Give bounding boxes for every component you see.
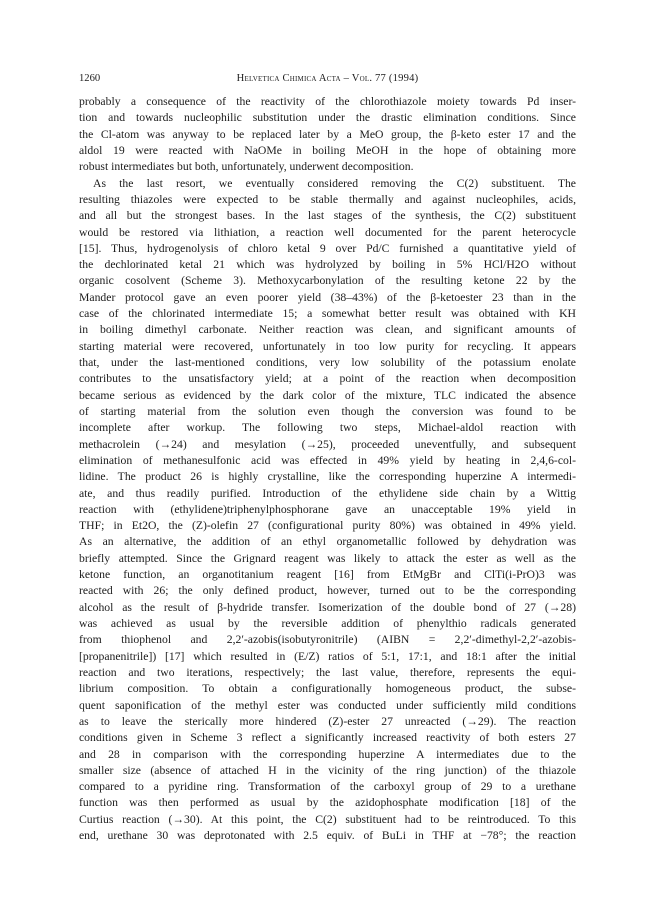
text-line: incomplete after workup. The following two steps, Michael-aldol reaction with bbox=[79, 421, 576, 435]
text-line: the dechlorinated ketal 21 which was hydrolyzed by boiling in 5% HCl/H2O without bbox=[79, 258, 576, 272]
text-line: and 28 in comparison with the corresponding huperzine A intermediates due to the bbox=[79, 747, 576, 761]
text-line: As the last resort, we eventually considered removing the C(2) substituent. The bbox=[93, 176, 576, 190]
text-line: starting material were recovered, unfortunately in too low purity for recycling. It appears bbox=[79, 339, 576, 353]
text-line: the Cl-atom was anyway to be replaced later by a MeO group, the β-keto ester 17 and the bbox=[79, 127, 576, 141]
text-line: lidine. The product 26 is highly crystalline, like the corresponding huperzine A intermedi- bbox=[79, 470, 576, 484]
text-line: probably a consequence of the reactivity of the chlorothiazole moiety towards Pd inser- bbox=[79, 95, 576, 108]
text-line: of starting material from the solution even though the conversion was found to be bbox=[79, 404, 576, 418]
text-line: elimination of methanesulfonic acid was effected in 49% yield by heating in 2,4,6-col- bbox=[79, 453, 576, 467]
text-line: end, urethane 30 was deprotonated with 2.5 equiv. of BuLi in THF at −78°; the reaction bbox=[79, 829, 576, 843]
text-line: alcohol as the result of β-hydride transfer. Isomerization of the double bond of 27 (→28) bbox=[79, 600, 576, 614]
text-line: case of the chlorinated intermediate 15; a somewhat better result was obtained with KH bbox=[79, 307, 576, 321]
text-line: as to leave the sterically more hindered (Z)-ester 27 unreacted (→29). The reaction bbox=[79, 714, 576, 728]
text-line: ate, and thus readily purified. Introduction of the ethylidene side chain by a Wittig bbox=[79, 486, 576, 500]
text-line: became serious as evidenced by the dark color of the mixture, TLC indicated the absence bbox=[79, 388, 576, 402]
page-number: 1260 bbox=[79, 73, 101, 84]
text-line: THF; in Et2O, the (Z)-olefin 27 (configurational purity 80%) was obtained in 49% yield. bbox=[79, 519, 576, 533]
text-line: contributes to the unsatisfactory yield; at a point of the reaction when decomposition bbox=[79, 372, 576, 386]
text-line: would be restored via lithiation, a reaction well documented for the parent heterocycle bbox=[79, 225, 576, 239]
text-line: in boiling dimethyl carbonate. Neither reaction was clean, and significant amounts of bbox=[79, 323, 576, 337]
text-line: reaction with (ethylidene)triphenylphosphorane gave an unacceptable 19% yield in bbox=[79, 502, 576, 516]
text-line: that, under the last-mentioned conditions, very low solubility of the potassium enolate bbox=[79, 356, 576, 369]
text-line: was achieved as usual by the reversible addition of phenylthio radicals generated bbox=[79, 617, 576, 630]
text-line: quent saponification of the methyl ester was conducted under sufficiently mild conditions bbox=[79, 698, 576, 712]
text-line: function was then performed as usual by the azidophosphate modification [18] of the bbox=[79, 796, 576, 810]
text-line: ketone function, an organotitanium reagent [16] from EtMgBr and ClTi(i-PrO)3 was bbox=[79, 568, 576, 582]
text-line: and all but the strongest bases. In the last stages of the synthesis, the C(2) substituent bbox=[79, 209, 576, 223]
running-head: Helvetica Chimica Acta – Vol. 77 (1994) bbox=[236, 73, 419, 84]
text-line: reaction and two iterations, respectively; the last value, therefore, represents the equi- bbox=[79, 665, 576, 679]
text-line: briefly attempted. Since the Grignard reagent was likely to attack the ester as well as the bbox=[79, 551, 576, 565]
text-line: from thiophenol and 2,2′-azobis(isobutyronitrile) (AIBN = 2,2′-dimethyl-2,2′-azobis- bbox=[79, 633, 576, 647]
text-line: organic cosolvent (Scheme 3). Methoxycarbonylation of the resulting ketone 22 by the bbox=[79, 274, 576, 288]
text-line: As an alternative, the addition of an ethyl organometallic followed by dehydration was bbox=[79, 535, 576, 549]
text-line: Curtius reaction (→30). At this point, the C(2) substituent had to be reintroduced. To this bbox=[79, 812, 576, 826]
text-line: tion and towards nucleophilic substitution under the drastic elimination conditions. Since bbox=[79, 111, 576, 125]
text-line: [propanenitrile]) [17] which resulted in (E/Z) ratios of 5:1, 17:1, and 18:1 after the initial bbox=[79, 649, 576, 663]
text-line: [15]. Thus, hydrogenolysis of chloro ketal 9 over Pd/C furnished a quantitative yield of bbox=[79, 241, 576, 255]
text-line: conditions given in Scheme 3 reflect a significantly increased reactivity of both esters 27 bbox=[79, 731, 576, 745]
text-line: robust intermediates but both, unfortunately, underwent decomposition. bbox=[79, 160, 414, 174]
text-line: Mander protocol gave an even poorer yield (38–43%) of the β-ketoester 23 than in the bbox=[79, 290, 576, 304]
text-line: methacrolein (→24) and mesylation (→25), proceeded uneventfully, and subsequent bbox=[79, 437, 576, 451]
text-line: aldol 19 were reacted with NaOMe in boiling MeOH in the hope of obtaining more bbox=[79, 143, 576, 157]
text-line: reacted with 26; the only defined product, however, turned out to be the corresponding bbox=[79, 584, 576, 598]
article-body bbox=[79, 94, 576, 844]
text-line: smaller size (absence of attached H in the vicinity of the ring junction) of the thiazole bbox=[79, 763, 576, 777]
text-line: compared to a pyridine ring. Transformation of the carboxyl group of 29 to a urethane bbox=[79, 780, 576, 794]
text-line: librium composition. To obtain a configurationally homogeneous product, the subse- bbox=[79, 682, 576, 696]
text-line: resulting thiazoles were expected to be stable thermally and against nucleophiles, acids, bbox=[79, 192, 576, 206]
page-header bbox=[79, 71, 576, 87]
